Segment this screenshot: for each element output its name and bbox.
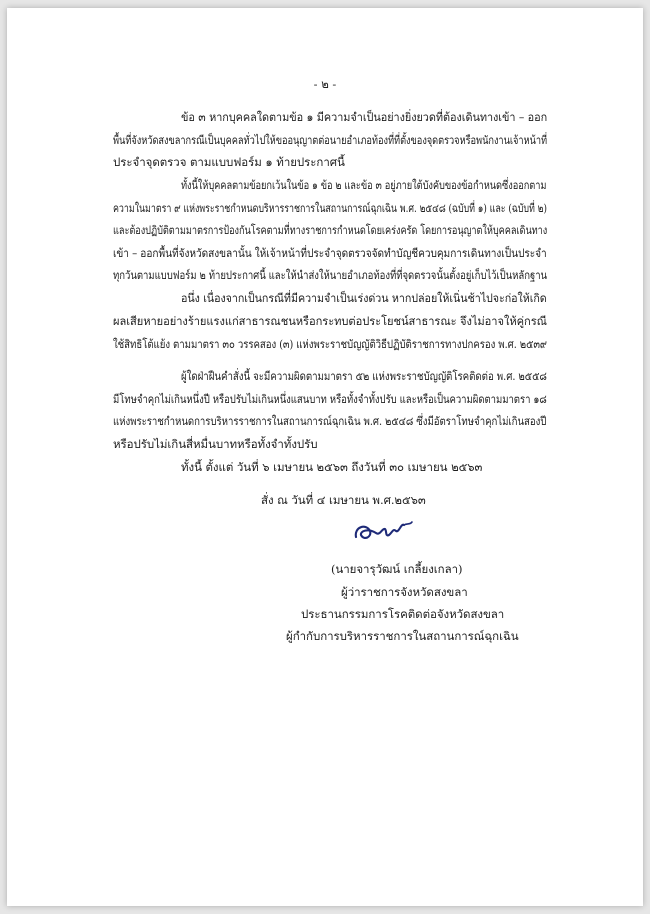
penalty-line-2: มีโทษจำคุกไม่เกินหนึ่งปี หรือปรับไม่เกินหนึ่งแสนบาท หรือทั้งจำทั้งปรับ และหรือเป็นความผิดตามมาตรา ๑๘ [113,392,547,406]
clause-3-line-1: ข้อ ๓ หากบุคคลใดตามข้อ ๑ มีความจำเป็นอย่างยิ่งยวดที่ต้องเดินทางเข้า – ออก [181,110,548,124]
clause-3-line-2: พื้นที่จังหวัดสงขลากรณีเป็นบุคคลทั่วไปให้ขออนุญาตต่อนายอำเภอท้องที่ที่ตั้งของจุดตรวจหรือพนักงานเจ้าหน้าที่ [113,133,548,147]
penalty-line-4: หรือปรับไม่เกินสี่หมื่นบาทหรือทั้งจำทั้งปรับ [113,437,318,451]
signer-title-2: ประธานกรรมการโรคติดต่อจังหวัดสงขลา [301,607,505,621]
exemption-line-4: เข้า – ออกพื้นที่จังหวัดสงขลานั้น ให้เจ้าหน้าที่ประจำจุดตรวจจัดทำบัญชีควบคุมการเดินทางเป็นประจำ [113,246,547,260]
document-page [7,8,643,906]
penalty-line-1: ผู้ใดฝ่าฝืนคำสั่งนี้ จะมีความผิดตามมาตรา ๕๒ แห่งพระราชบัญญัติโรคติดต่อ พ.ศ. ๒๕๕๘ [181,369,547,383]
signer-title-1: ผู้ว่าราชการจังหวัดสงขลา [341,585,468,599]
effective-period: ทั้งนี้ ตั้งแต่ วันที่ ๖ เมษายน ๒๕๖๓ ถึงวันที่ ๓๐ เมษายน ๒๕๖๓ [181,460,483,474]
signer-title-3: ผู้กำกับการบริหารราชการในสถานการณ์ฉุกเฉิน [286,629,519,643]
order-date: สั่ง ณ วันที่ ๔ เมษายน พ.ศ.๒๕๖๓ [261,493,426,507]
penalty-line-3: แห่งพระราชกำหนดการบริหารราชการในสถานการณ์ฉุกเฉิน พ.ศ. ๒๕๔๘ ซึ่งมีอัตราโทษจำคุกไม่เกินสองปี [113,414,547,428]
page-number: - ๒ - [313,77,337,91]
exemption-line-5: ทุกวันตามแบบฟอร์ม ๒ ท้ายประกาศนี้ และให้นำส่งให้นายอำเภอท้องที่ที่จุดตรวจนั้นตั้งอยู่เก็บไว้เป็นหลักฐาน [113,268,548,282]
urgency-line-3: ใช้สิทธิโต้แย้ง ตามมาตรา ๓๐ วรรคสอง (๓) แห่งพระราชบัญญัติวิธีปฏิบัติราชการทางปกครอง พ.ศ. ๒๕๓๙ [113,337,547,351]
urgency-line-1: อนึ่ง เนื่องจากเป็นกรณีที่มีความจำเป็นเร่งด่วน หากปล่อยให้เนิ่นช้าไปจะก่อให้เกิด [181,291,547,305]
urgency-line-2: ผลเสียหายอย่างร้ายแรงแก่สาธารณชนหรือกระทบต่อประโยชน์สาธารณะ จึงไม่อาจให้คู่กรณี [113,314,547,328]
clause-3-line-3: ประจำจุดตรวจ ตามแบบฟอร์ม ๑ ท้ายประกาศนี้ [113,155,345,169]
signer-name: (นายจารุวัฒน์ เกลี้ยงเกลา) [331,562,463,576]
exemption-line-2: ความในมาตรา ๙ แห่งพระราชกำหนดบริหารราชการในสถานการณ์ฉุกเฉิน พ.ศ. ๒๕๔๘ (ฉบับที่ ๑) และ (ฉบับที่ ๒) [113,201,547,215]
exemption-line-1: ทั้งนี้ให้บุคคลตามข้อยกเว้นในข้อ ๑ ข้อ ๒ และข้อ ๓ อยู่ภายใต้บังคับของข้อกำหนดซึ่งออกตาม [181,178,547,192]
handwritten-signature [352,513,432,547]
exemption-line-3: และต้องปฏิบัติตามมาตรการป้องกันโรคตามที่ทางราชการกำหนดโดยเคร่งครัด โดยการอนุญาตให้บุคคลเดินทาง [113,223,548,237]
